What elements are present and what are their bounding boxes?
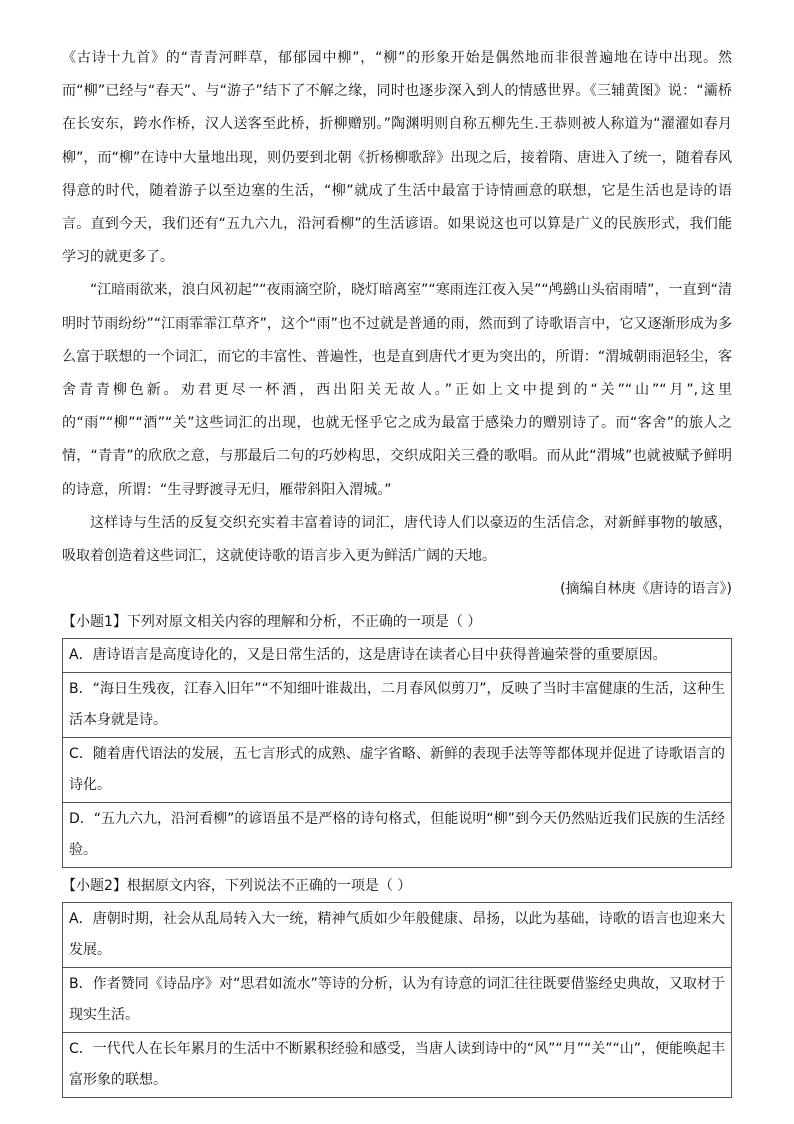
question-2-title: 【小题2】根据原文内容，下列说法不正确的一项是（ ） (62, 878, 412, 895)
passage-paragraph-3: 这样诗与生活的反复交织充实着丰富着诗的词汇，唐代诗人们以豪迈的生活信念，对新鲜事物的敏感，吸取着创造着这些词汇，这就使诗歌的语言步入更为鲜活广阔的天地。 (62, 514, 732, 565)
question-2-option-a[interactable]: A．唐朝时期，社会从乱局转入大一统，精神气质如少年般健康、昂扬，以此为基础，诗歌的语言也迎来大发展。 (62, 902, 732, 967)
passage-paragraph-2: “江暗雨欲来，浪白风初起”“夜雨滴空阶，晓灯暗离室”“寒雨连江夜入吴”“鸬鹚山头宿雨晴”，一直到“清明时节雨纷纷”“江雨霏霏江草齐”，这个“雨”也不过就是普通的雨，然而到了诗歌语言中，它又逐渐形成为多么富于联想的一个词汇，而它的丰富性、普遍性，也是直到唐代才更为突出的，所谓：“渭城朝雨浥轻尘，客舍青青柳色新。劝君更尽一杯酒，西出阳关无故人。”正如上文中提到的“关”“山”“月”,这里的“雨”“柳”“酒”“关”这些词汇的出现，也就无怪乎它之成为最富于感染力的赠别诗了。而“客舍”的旅人之情，“青青”的欣欣之意，与那最后二句的巧妙构思，交织成阳关三叠的歌唱。而从此“渭城”也就被赋予鲜明的诗意，所谓：“生寻野渡寻无归，雁带斜阳入渭城。” (62, 282, 732, 498)
question-2-options (62, 902, 732, 1098)
question-2-option-c[interactable]: C．一代代人在长年累月的生活中不断累积经验和感受，当唐人读到诗中的“风”“月”“关”“山”，便能唤起丰富形象的联想。 (62, 1032, 732, 1097)
question-1-options (62, 638, 732, 868)
passage-source: (摘编自林庚《唐诗的语言》) (560, 581, 732, 598)
document-page (62, 42, 732, 1104)
question-2-option-b[interactable]: B．作者赞同《诗品序》对“思君如流水”等诗的分析，认为有诗意的词汇往往既要借鉴经史典故，又取材于现实生活。 (62, 967, 732, 1032)
question-2 (62, 874, 732, 1098)
question-1 (62, 610, 732, 868)
question-1-option-c[interactable]: C．随着唐代语法的发展，五七言形式的成熟、虚字省略、新鲜的表现手法等等都体现并促进了诗歌语言的诗化。 (62, 737, 732, 802)
passage-paragraph-1: 《古诗十九首》的“青青河畔草，郁郁园中柳”，“柳”的形象开始是偶然地而非很普遍地在诗中出现。然而“柳”已经与“春天”、与“游子”结下了不解之缘，同时也逐步深入到人的情感世界。《三辅黄图》说：“灞桥在长安东，跨水作桥，汉人送客至此桥，折柳赠别。”陶渊明则自称五柳先生.王恭则被人称道为“濯濯如春月柳”，而“柳”在诗中大量地出现，则仍要到北朝《折杨柳歌辞》出现之后，接着隋、唐进入了统一，随着春风得意的时代，随着游子以至边塞的生活，“柳”就成了生活中最富于诗情画意的联想，它是生活也是诗的语言。直到今天，我们还有“五九六九，沿河看柳”的生活谚语。如果说这也可以算是广义的民族形式，我们能学习的就更多了。 (62, 50, 732, 266)
question-1-title: 【小题1】下列对原文相关内容的理解和分析，不正确的一项是（ ） (62, 614, 482, 631)
question-1-option-d[interactable]: D．“五九六九，沿河看柳”的谚语虽不是严格的诗句格式，但能说明“柳”到今天仍然贴近我们民族的生活经验。 (62, 802, 732, 867)
question-1-option-a[interactable]: A．唐诗语言是高度诗化的，又是日常生活的，这是唐诗在读者心目中获得普遍荣誉的重要原因。 (62, 638, 732, 672)
question-1-option-b[interactable]: B．“海日生残夜，江春入旧年”“不知细叶谁裁出，二月春风似剪刀”，反映了当时丰富健康的生活，这种生活本身就是诗。 (62, 672, 732, 737)
